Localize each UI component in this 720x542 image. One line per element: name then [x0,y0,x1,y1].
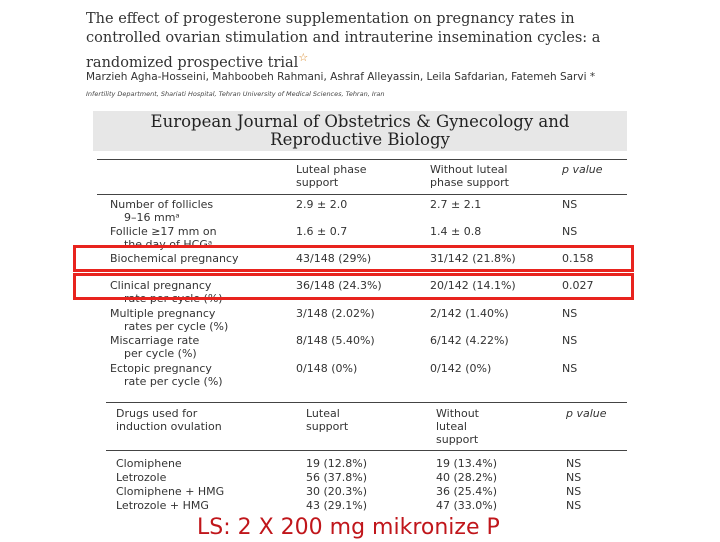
table1-row-pvalue: 0.158 [562,252,594,265]
table1-header-pvalue: p value [562,163,603,176]
table1-row-without: 2.7 ± 2.1 [430,198,482,211]
table2-row-pvalue: NS [566,471,582,484]
table1-row-luteal: 43/148 (29%) [296,252,372,265]
highlight-clinical-pregnancy [73,273,634,300]
table2-row-pvalue: NS [566,457,582,470]
table2-row-label: Clomiphene [116,457,182,470]
table1-row-without: 0/142 (0%) [430,362,492,375]
paper-authors: Marzieh Agha-Hosseini, Mahboobeh Rahmani, Ashraf Alleyassin, Leila Safdarian, Fatemeh Sarvi * [86,71,596,83]
table1-row-luteal: 8/148 (5.40%) [296,334,375,347]
table2-header-without: Without luteal support [436,407,479,446]
table2-row-luteal: 19 (12.8%) [306,457,368,470]
table1-row-without: 2/142 (1.40%) [430,307,509,320]
table1-row-luteal: 2.9 ± 2.0 [296,198,348,211]
table1-row-label: Biochemical pregnancy [110,252,239,265]
table2-header-luteal: Luteal support [306,407,349,433]
paper-affiliation: Infertility Department, Shariati Hospital, Tehran University of Medical Sciences, Tehran, Iran [86,90,385,98]
table2-row-without: 36 (25.4%) [436,485,498,498]
table1-row-pvalue: NS [562,307,578,320]
table1-row-label: Number of follicles 9–16 mmᵃ [110,198,214,224]
title-star-icon: ☆ [298,51,309,64]
journal-name-line2: Reproductive Biology [270,130,450,149]
table2-header-drugs: Drugs used for induction ovulation [116,407,222,433]
table2-header-pvalue-text: p value [566,407,607,420]
paper-title [86,10,646,73]
table2-row-luteal: 30 (20.3%) [306,485,368,498]
table2-rule-header [106,450,627,451]
table1-row-luteal: 1.6 ± 0.7 [296,225,348,238]
table1-row-luteal: 36/148 (24.3%) [296,279,382,292]
table1-row-without: 1.4 ± 0.8 [430,225,482,238]
table2-row-label: Letrozole [116,471,167,484]
table1-row-without: 6/142 (4.22%) [430,334,509,347]
table1-row-label: Multiple pregnancy rates per cycle (%) [110,307,229,333]
table2-row-without: 47 (33.0%) [436,499,498,512]
table1-row-label: Clinical pregnancy rate per cycle (%) [110,279,223,305]
table-rule-top [97,159,627,160]
table-rule-header [97,194,627,195]
table2-rule-top [106,402,627,403]
table1-row-pvalue: 0.027 [562,279,594,292]
table2-row-pvalue: NS [566,485,582,498]
table1-row-label: Follicle ≥17 mm on the day of HCGᵃ [110,225,217,251]
table2-row-pvalue: NS [566,499,582,512]
table2-row-without: 40 (28.2%) [436,471,498,484]
table1-row-pvalue: NS [562,225,578,238]
table1-row-without: 20/142 (14.1%) [430,279,516,292]
table1-header-without: Without luteal phase support [430,163,509,189]
table1-row-luteal: 0/148 (0%) [296,362,358,375]
table2-row-without: 19 (13.4%) [436,457,498,470]
table2-header-pvalue [566,407,607,420]
table1-row-label: Miscarriage rate per cycle (%) [110,334,200,360]
table1-row-pvalue: NS [562,362,578,375]
table1-row-without: 31/142 (21.8%) [430,252,516,265]
table2-row-label: Letrozole + HMG [116,499,209,512]
table1-header-luteal: Luteal phase support [296,163,367,189]
table1-row-label: Ectopic pregnancy rate per cycle (%) [110,362,223,388]
paper-title-text: The effect of progesterone supplementation on pregnancy rates in controlled ovarian stimulation and intrauterine insemination cycles: a randomized prospective trial [86,11,601,71]
table1-row-luteal: 3/148 (2.02%) [296,307,375,320]
table2-row-label: Clomiphene + HMG [116,485,225,498]
highlight-biochemical-pregnancy [73,245,634,272]
journal-name-line1: European Journal of Obstetrics & Gynecology and [150,112,570,131]
table2-row-luteal: 43 (29.1%) [306,499,368,512]
table1-row-pvalue: NS [562,334,578,347]
footer-note: LS: 2 X 200 mg mikronize P [197,515,500,540]
table1-row-pvalue: NS [562,198,578,211]
table2-row-luteal: 56 (37.8%) [306,471,368,484]
